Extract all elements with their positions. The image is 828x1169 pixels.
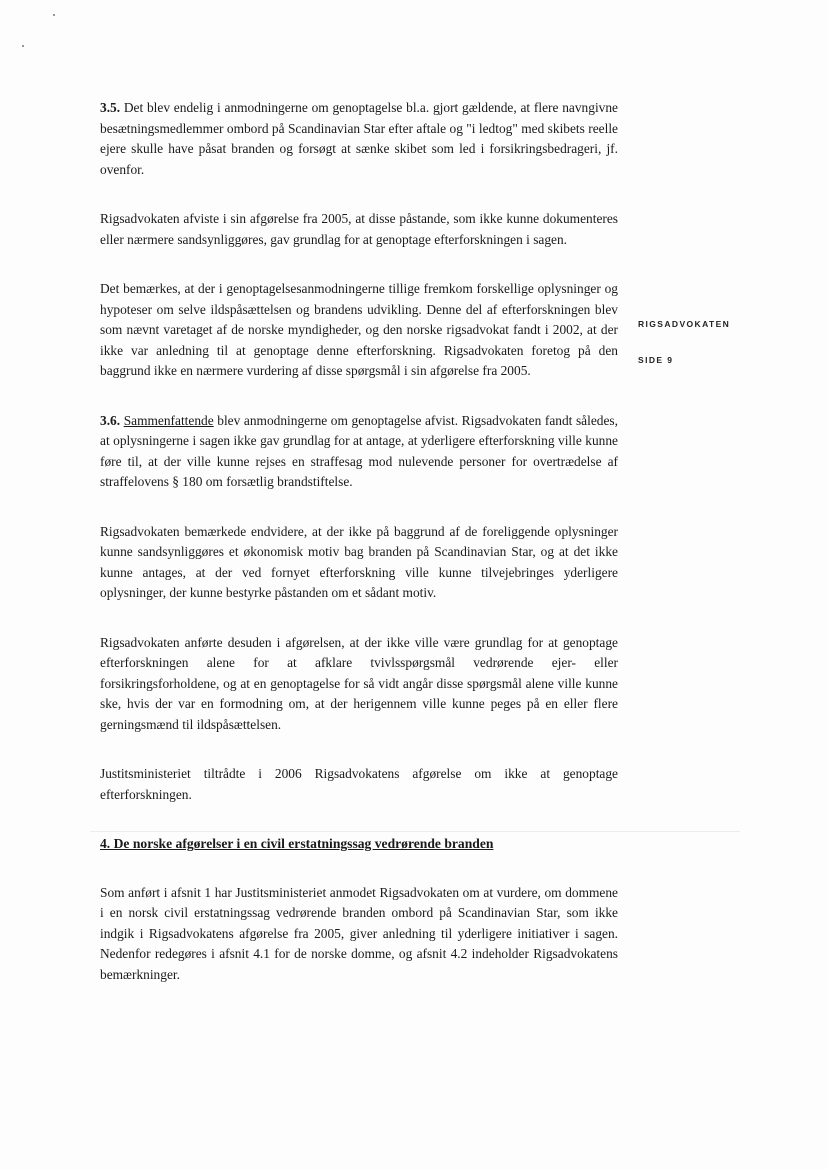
margin-organization-label: RIGSADVOKATEN <box>638 319 731 329</box>
paragraph: Justitsministeriet tiltrådte i 2006 Rigsadvokatens afgørelse om ikke at genoptage efterforskningen. <box>100 766 618 802</box>
paragraph: Det bemærkes, at der i genoptagelsesanmodningerne tillige fremkom forskellige oplysninger og hypoteser om selve ildspåsættelsen og brandens udvikling. Denne del af efterforskningen blev som nævnt varetaget af de norske myndigheder, og den norske rigsadvokat fandt i 2002, at der ikke var anledning til at genoptage denne efterforskning. Rigsadvokaten foretog på den baggrund ikke en nærmere vurdering af disse spørgsmål i sin afgørelse fra 2005. <box>100 281 618 378</box>
margin-page-label: SIDE 9 <box>638 355 674 365</box>
paragraph: Rigsadvokaten afviste i sin afgørelse fra 2005, at disse påstande, som ikke kunne dokumenteres eller nærmere sandsynliggøres, gav grundlag for at genoptage efterforskningen i sagen. <box>100 211 618 247</box>
paragraph: Rigsadvokaten bemærkede endvidere, at der ikke på baggrund af de foreliggende oplysninger kunne sandsynliggøres et økonomisk motiv bag branden på Scandinavian Star, og at det ikke kunne antages, at der ved fornyet efterforskning ville kunne tilvejebringes yderligere oplysninger, der kunne bestyrke påstanden om et sådant motiv. <box>100 523 618 600</box>
paragraph-lead-word: Sammenfattende <box>123 412 214 428</box>
paragraph-3-6 <box>100 411 618 493</box>
paragraph-number: 3.6. <box>100 412 121 428</box>
paragraph: Rigsadvokaten anførte desuden i afgørelsen, at der ikke ville være grundlag for at genoptage efterforskningen alene for at afklare tvivlsspørgsmål vedrørende ejer- eller forsikringsforholdene, og at en genoptagelse for så vidt angår disse spørgsmål alene ville kunne ske, hvis der var en formodning om, at der herigennem ville kunne peges på en eller flere gerningsmænd til ildspåsættelsen. <box>100 634 618 732</box>
paragraph-text: blev anmodningerne om genoptagelse afvist. Rigsadvokaten fandt således, at oplysningerne i sagen ikke gav grundlag for at antage, at yderligere efterforskning ville kunne føre til, at der ville kunne rejses en straffesag mod nulevende personer for overtrædelse af straffelovens § 180 om forsætlig brandstiftelse. <box>100 412 618 489</box>
section-heading: 4. De norske afgørelser i en civil erstatningssag vedrørende branden <box>100 836 494 851</box>
body-text <box>100 98 618 1014</box>
scan-speck <box>53 14 55 16</box>
paragraph: Som anført i afsnit 1 har Justitsministeriet anmodet Rigsadvokaten om at vurdere, om dommene i en norsk civil erstatningssag vedrørende branden ombord på Scandinavian Star, som ikke indgik i Rigsadvokatens afgørelse fra 2005, giver anledning til yderligere initiativer i sagen. Nedenfor redegøres i afsnit 4.1 for de norske domme, og afsnit 4.2 indeholder Rigsadvokatens bemærkninger. <box>100 884 618 982</box>
paragraph-3-5 <box>100 98 618 180</box>
scan-speck <box>22 45 24 47</box>
paragraph-number: 3.5. <box>100 100 121 115</box>
paragraph-text: Det blev endelig i anmodningerne om genoptagelse bl.a. gjort gældende, at flere navngivne besætningsmedlemmer ombord på Scandinavian Star efter aftale og "i ledtog" med skibets reelle ejere skulle have påsat branden og forsøgt at sænke skibet som led i forsikringsbedrageri, jf. ovenfor. <box>100 100 618 177</box>
scan-artifact-line <box>90 831 740 832</box>
